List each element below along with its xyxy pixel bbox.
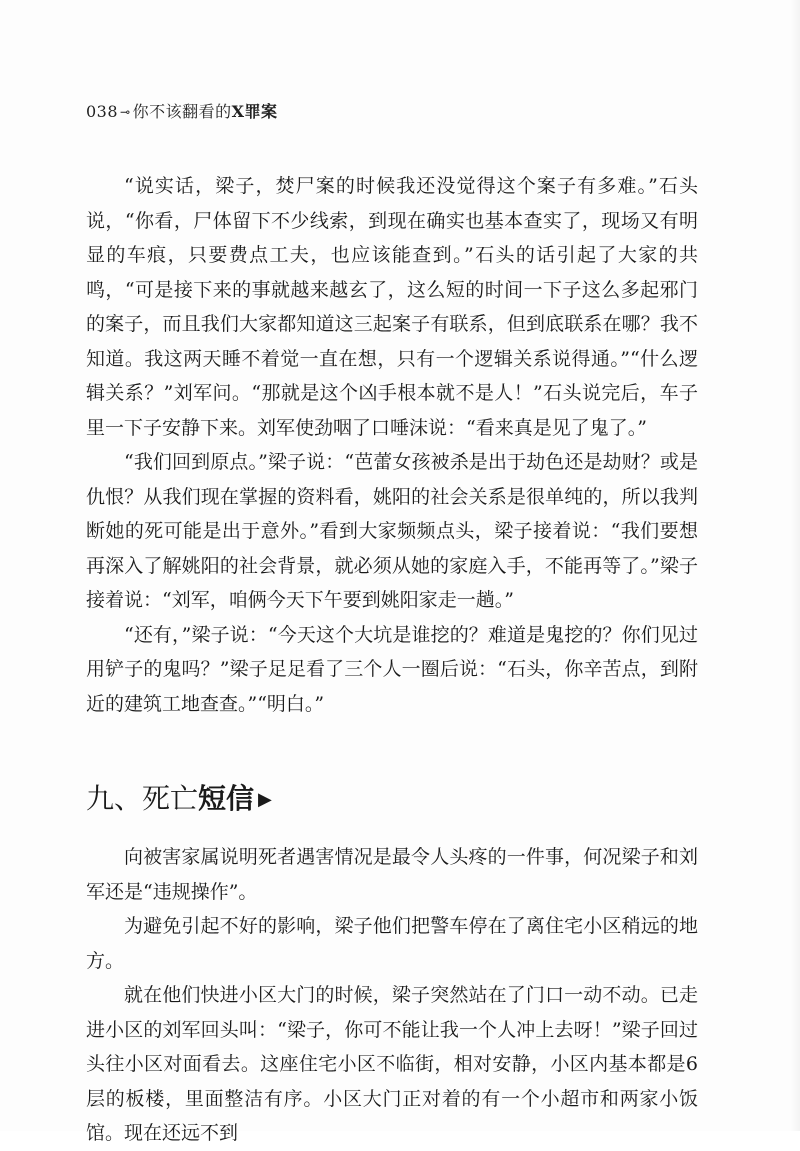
book-title-prefix: 你不该翻看的 bbox=[132, 102, 232, 121]
page-edge-shadow bbox=[790, 0, 800, 1131]
book-title-bold: X罪案 bbox=[231, 102, 278, 121]
chapter-heading bbox=[86, 777, 272, 817]
paragraph: “还有，”梁子说：“今天这个大坑是谁挖的？难道是鬼挖的？你们见过用铲子的鬼吗？”梁子足足看了三个人一圈后说：“石头，你辛苦点，到附近的建筑工地查查。”“明白。” bbox=[86, 623, 698, 715]
chapter-number: 九、死亡 bbox=[86, 782, 199, 815]
page-number: 038 bbox=[86, 102, 119, 121]
paragraph: “我们回到原点。”梁子说：“芭蕾女孩被杀是出于劫色还是劫财？或是仇恨？从我们现在掌握的资料看，姚阳的社会关系是很单纯的，所以我判断她的死可能是出于意外。”看到大家频频点头，梁子接着说：“我们要想再深入了解姚阳的社会背景，就必须从她的家庭入手，不能再等了。”梁子接着说：“刘军，咱俩今天下午要到姚阳家走一趟。” bbox=[86, 451, 698, 611]
triangle-marker-icon: ▶ bbox=[258, 789, 272, 810]
paragraph: 就在他们快进小区大门的时候，梁子突然站在了门口一动不动。已走进小区的刘军回头叫：“梁子，你可不能让我一个人冲上去呀！”梁子回过头往小区对面看去。这座住宅小区不临街，相对安静，小区内基本都是6层的板楼，里面整洁有序。小区大门正对着的有一个小超市和两家小饭馆。现在还远不到 bbox=[86, 984, 698, 1144]
paragraph: 为避免引起不好的影响，梁子他们把警车停在了离住宅小区稍远的地方。 bbox=[86, 915, 698, 972]
chapter-title-bold: 短信 bbox=[198, 782, 255, 815]
arrow-icon: ⊸ bbox=[120, 105, 131, 119]
running-header bbox=[86, 99, 278, 122]
paragraph: 向被害家属说明死者遇害情况是最令人头疼的一件事，何况梁子和刘军还是“违规操作”。 bbox=[86, 846, 698, 903]
paragraph: “说实话，梁子，焚尸案的时候我还没觉得这个案子有多难。”石头说，“你看，尸体留下不少线索，到现在确实也基本查实了，现场又有明显的车痕，只要费点工夫，也应该能查到。”石头的话引起了大家的共鸣，“可是接下来的事就越来越玄了，这么短的时间一下子这么多起邪门的案子，而且我们大家都知道这三起案子有联系，但到底联系在哪？我不知道。我这两天睡不着觉一直在想，只有一个逻辑关系说得通。”“什么逻辑关系？”刘军问。“那就是这个凶手根本就不是人！”石头说完后，车子里一下子安静下来。刘军使劲咽了口唾沫说：“看来真是见了鬼了。” bbox=[86, 175, 698, 439]
previous-section-text bbox=[86, 169, 698, 721]
chapter-body-text bbox=[86, 840, 698, 1151]
